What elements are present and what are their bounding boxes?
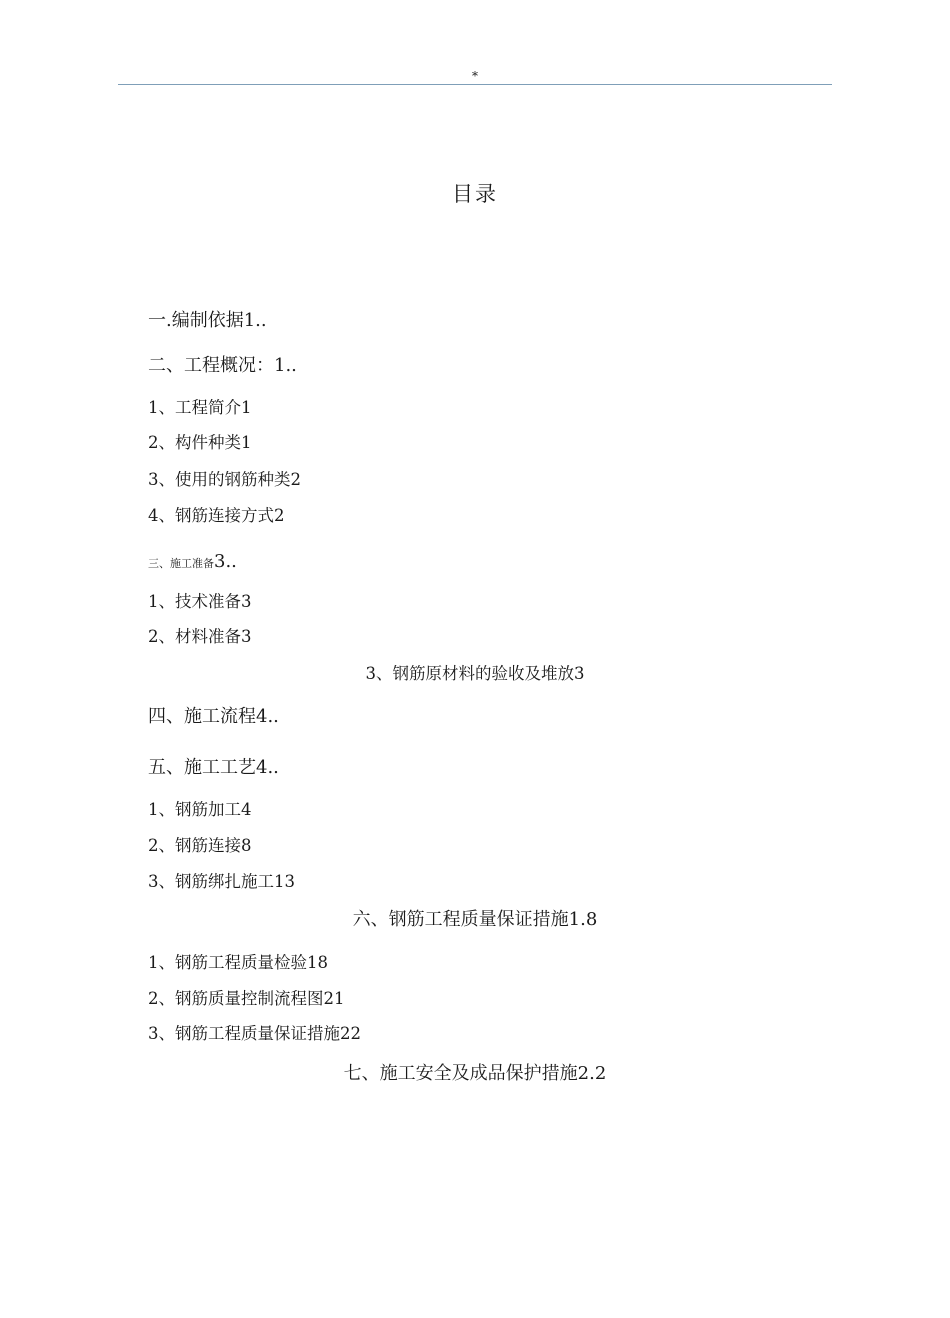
toc-entry[interactable]	[148, 835, 252, 857]
toc-entry-page: 21	[323, 989, 345, 1008]
toc-entry-page: 13	[274, 872, 295, 891]
toc-entry[interactable]	[0, 1063, 950, 1085]
toc-entry[interactable]	[148, 706, 279, 728]
toc-entry-page: 3	[241, 592, 252, 611]
toc-entry-text: 2、钢筋质量控制流程图	[148, 989, 324, 1008]
toc-entry-text: 一.编制依据	[148, 310, 244, 331]
toc-entry-page: 2.2	[577, 1063, 607, 1084]
toc-entry-page: 3	[574, 664, 585, 683]
toc-entry-text: 1、钢筋加工	[148, 800, 241, 819]
toc-entry-page: 8	[241, 836, 252, 855]
toc-entry[interactable]	[148, 988, 345, 1010]
toc-entry-page: 4	[241, 800, 252, 819]
toc-entry-text: 3、钢筋绑扎施工	[148, 872, 274, 891]
toc-entry-page: 4..	[256, 706, 279, 727]
toc-entry[interactable]	[148, 1023, 361, 1045]
toc-entry[interactable]	[148, 505, 285, 527]
toc-entry-page: 3..	[214, 551, 237, 572]
toc-entry-text: 1、技术准备	[148, 592, 241, 611]
toc-entry[interactable]	[148, 397, 252, 419]
toc-entry[interactable]	[0, 663, 950, 685]
toc-entry-page: 1.8	[568, 909, 598, 930]
toc-entry-text: 2、钢筋连接	[148, 836, 241, 855]
toc-entry-page: 1	[241, 398, 252, 417]
toc-entry-text: 3、钢筋工程质量保证措施	[148, 1024, 340, 1043]
toc-entry-page: 1..	[274, 355, 297, 376]
toc-entry-page: 2	[274, 506, 285, 525]
toc-entry-text: 七、施工安全及成品保护措施	[343, 1063, 578, 1084]
toc-entry[interactable]	[148, 871, 295, 893]
toc-entry[interactable]	[0, 909, 950, 931]
toc-title: 目录	[452, 182, 498, 206]
toc-entry-page: 4..	[256, 757, 279, 778]
toc-entry-text: 1、工程简介	[148, 398, 241, 417]
toc-entry[interactable]	[148, 432, 252, 454]
toc-entry-page: 3	[241, 627, 252, 646]
toc-entry-text: 3、使用的钢筋种类	[148, 470, 291, 489]
toc-entry-text: 三、施工准备	[148, 557, 214, 570]
toc-entry[interactable]	[148, 469, 301, 491]
toc-entry[interactable]	[148, 757, 279, 779]
toc-entry-page: 1	[241, 433, 252, 452]
toc-entry-text: 五、施工工艺	[148, 757, 256, 778]
toc-entry-text: 1、钢筋工程质量检验	[148, 953, 307, 972]
toc-entry-page: 1..	[243, 310, 267, 331]
toc-entry-page: 2	[290, 470, 301, 489]
header-mark: *	[472, 69, 478, 83]
toc-entry[interactable]	[148, 355, 297, 377]
toc-entry-text: 4、钢筋连接方式	[148, 506, 274, 525]
toc-entry-page: 22	[340, 1024, 361, 1043]
toc-entry-text: 2、构件种类	[148, 433, 241, 452]
toc-entry-text: 3、钢筋原材料的验收及堆放	[365, 664, 574, 683]
toc-entry[interactable]	[148, 591, 252, 613]
toc-entry[interactable]	[148, 799, 252, 821]
toc-entry-text: 二、工程概况：	[148, 355, 274, 376]
header-rule	[118, 84, 832, 85]
toc-entry-page: 18	[307, 953, 328, 972]
toc-entry[interactable]	[148, 551, 237, 575]
toc-entry[interactable]	[148, 626, 252, 648]
toc-entry-text: 四、施工流程	[148, 706, 256, 727]
toc-entry[interactable]	[148, 952, 328, 974]
toc-entry[interactable]	[148, 310, 267, 332]
toc-entry-text: 2、材料准备	[148, 627, 241, 646]
toc-entry-text: 六、钢筋工程质量保证措施	[352, 909, 569, 930]
